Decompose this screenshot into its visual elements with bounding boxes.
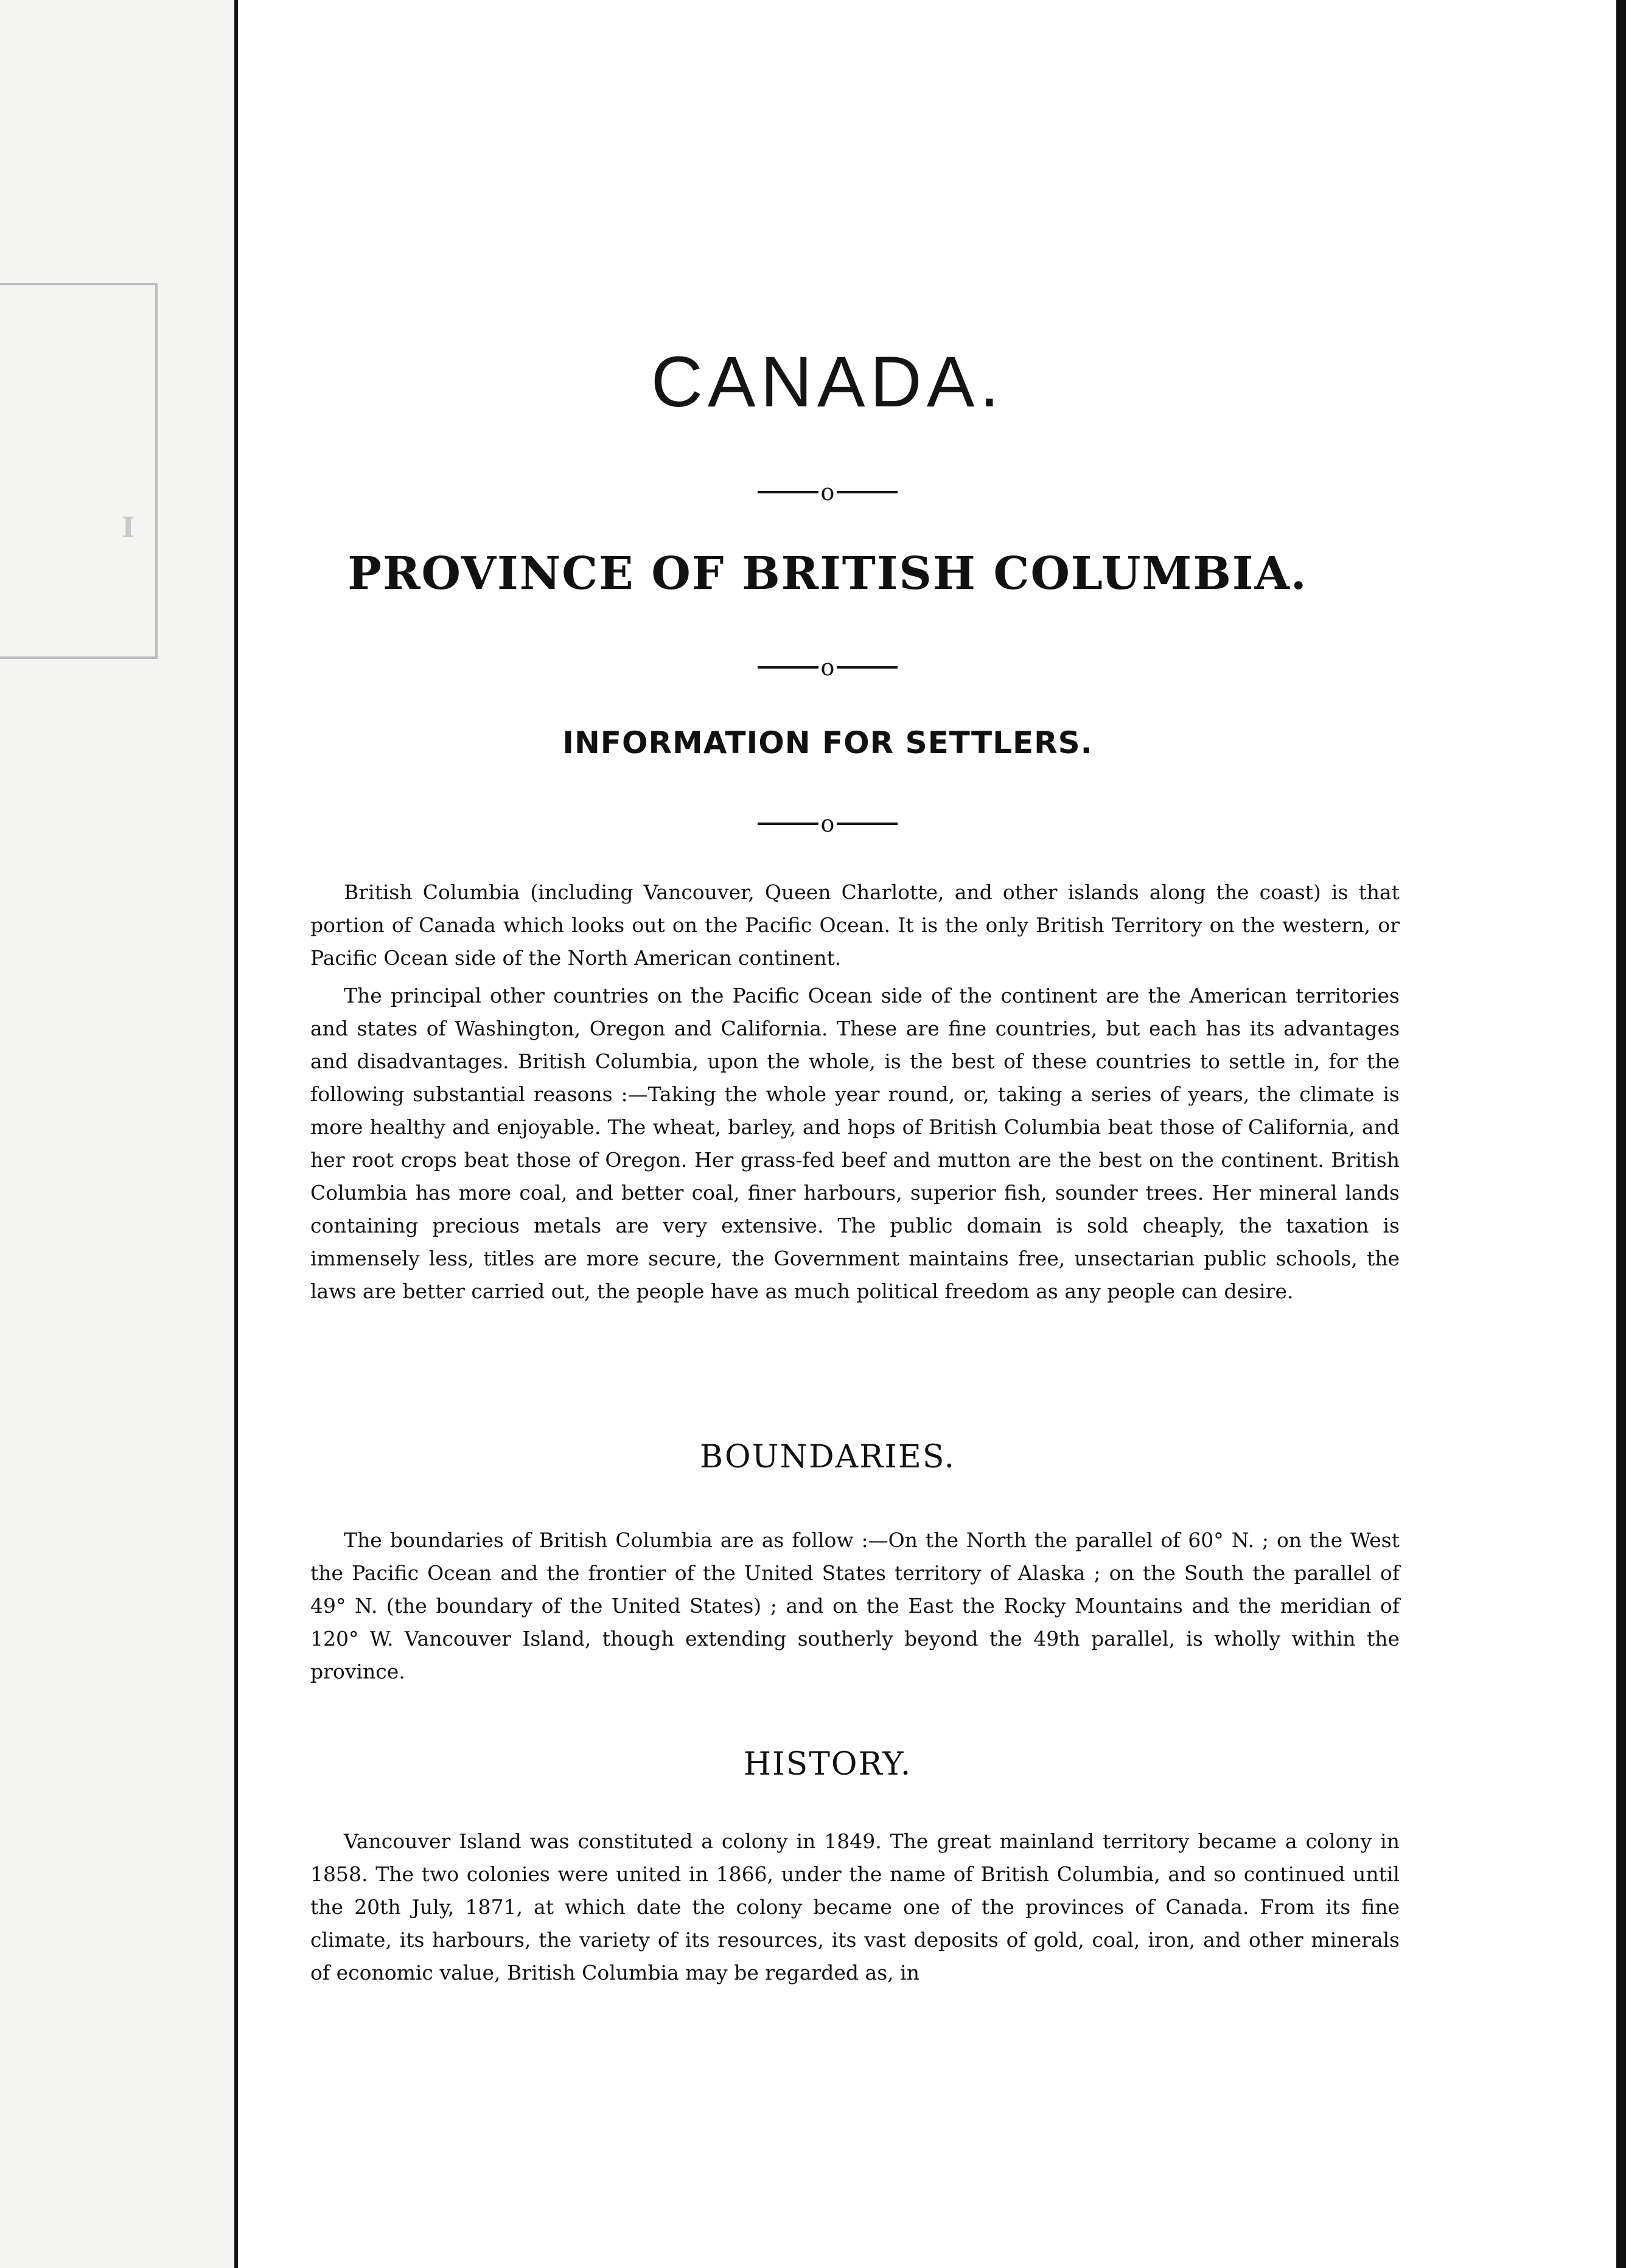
divider-mark: o (820, 479, 835, 506)
page-title: CANADA. (651, 342, 1005, 422)
divider-mark: o (820, 810, 835, 837)
section-subtitle: INFORMATION FOR SETTLERS. (562, 725, 1093, 760)
boundaries-heading: BOUNDARIES. (699, 1439, 956, 1475)
divider-mark: o (820, 654, 835, 681)
boundaries-paragraph: The boundaries of British Columbia are as follow :—On the North the parallel of 60° N. ; on the West the Pacific Ocean and the frontier of the United States territory of Alaska ; on the South the parallel of 49° N. (the boundary of the United States) ; and on the East the Rocky Mountains and the meridian of 120° W. Vancouver Island, though extending southerly beyond the 49th parallel, is wholly within the province. (310, 1528, 1400, 1683)
facing-page-bleed: I (122, 511, 135, 544)
page-right-edge (1616, 0, 1626, 2268)
province-heading: PROVINCE OF BRITISH COLUMBIA. (347, 548, 1308, 600)
history-paragraph: Vancouver Island was constituted a colony in 1849. The great mainland territory became a colony in 1858. The two colonies were united in 1866, under the name of British Columbia, and so continued until the 20th July, 1871, at which date the colony became one of the provinces of Canada. From its fine climate, its harbours, the variety of its resources, its vast deposits of gold, coal, iron, and other minerals of economic value, British Columbia may be regarded as, in (310, 1829, 1400, 1984)
facing-page-frame (0, 283, 158, 659)
history-heading: HISTORY. (743, 1746, 912, 1783)
intro-paragraph-2: The principal other countries on the Pacific Ocean side of the continent are the American territories and states of Washington, Oregon and California. These are fine countries, but each has its advantages and disadvantages. British Columbia, upon the whole, is the best of these countries to settle in, for the following substantial reasons :—Taking the whole year round, or, taking a series of years, the climate is more healthy and enjoyable. The wheat, barley, and hops of British Columbia beat those of California, and her root crops beat those of Oregon. Her grass-fed beef and mutton are the best on the continent. British Columbia has more coal, and better coal, finer harbours, superior fish, sounder trees. Her mineral lands containing precious metals are very extensive. The public domain is sold cheaply, the taxation is immensely less, titles are more secure, the Government maintains free, unsectarian public schools, the laws are better carried out, the people have as much political freedom as any people can desire. (310, 984, 1400, 1303)
title-divider (243, 481, 1412, 504)
subtitle-divider (243, 812, 1412, 835)
document-page (243, 0, 1607, 2268)
facing-page-edge (0, 0, 238, 2268)
intro-paragraph-1: British Columbia (including Vancouver, Queen Charlotte, and other islands along the coast) is that portion of Canada which looks out on the Pacific Ocean. It is the only British Territory on the western, or Pacific Ocean side of the North American continent. (310, 880, 1400, 970)
province-divider (243, 656, 1412, 679)
